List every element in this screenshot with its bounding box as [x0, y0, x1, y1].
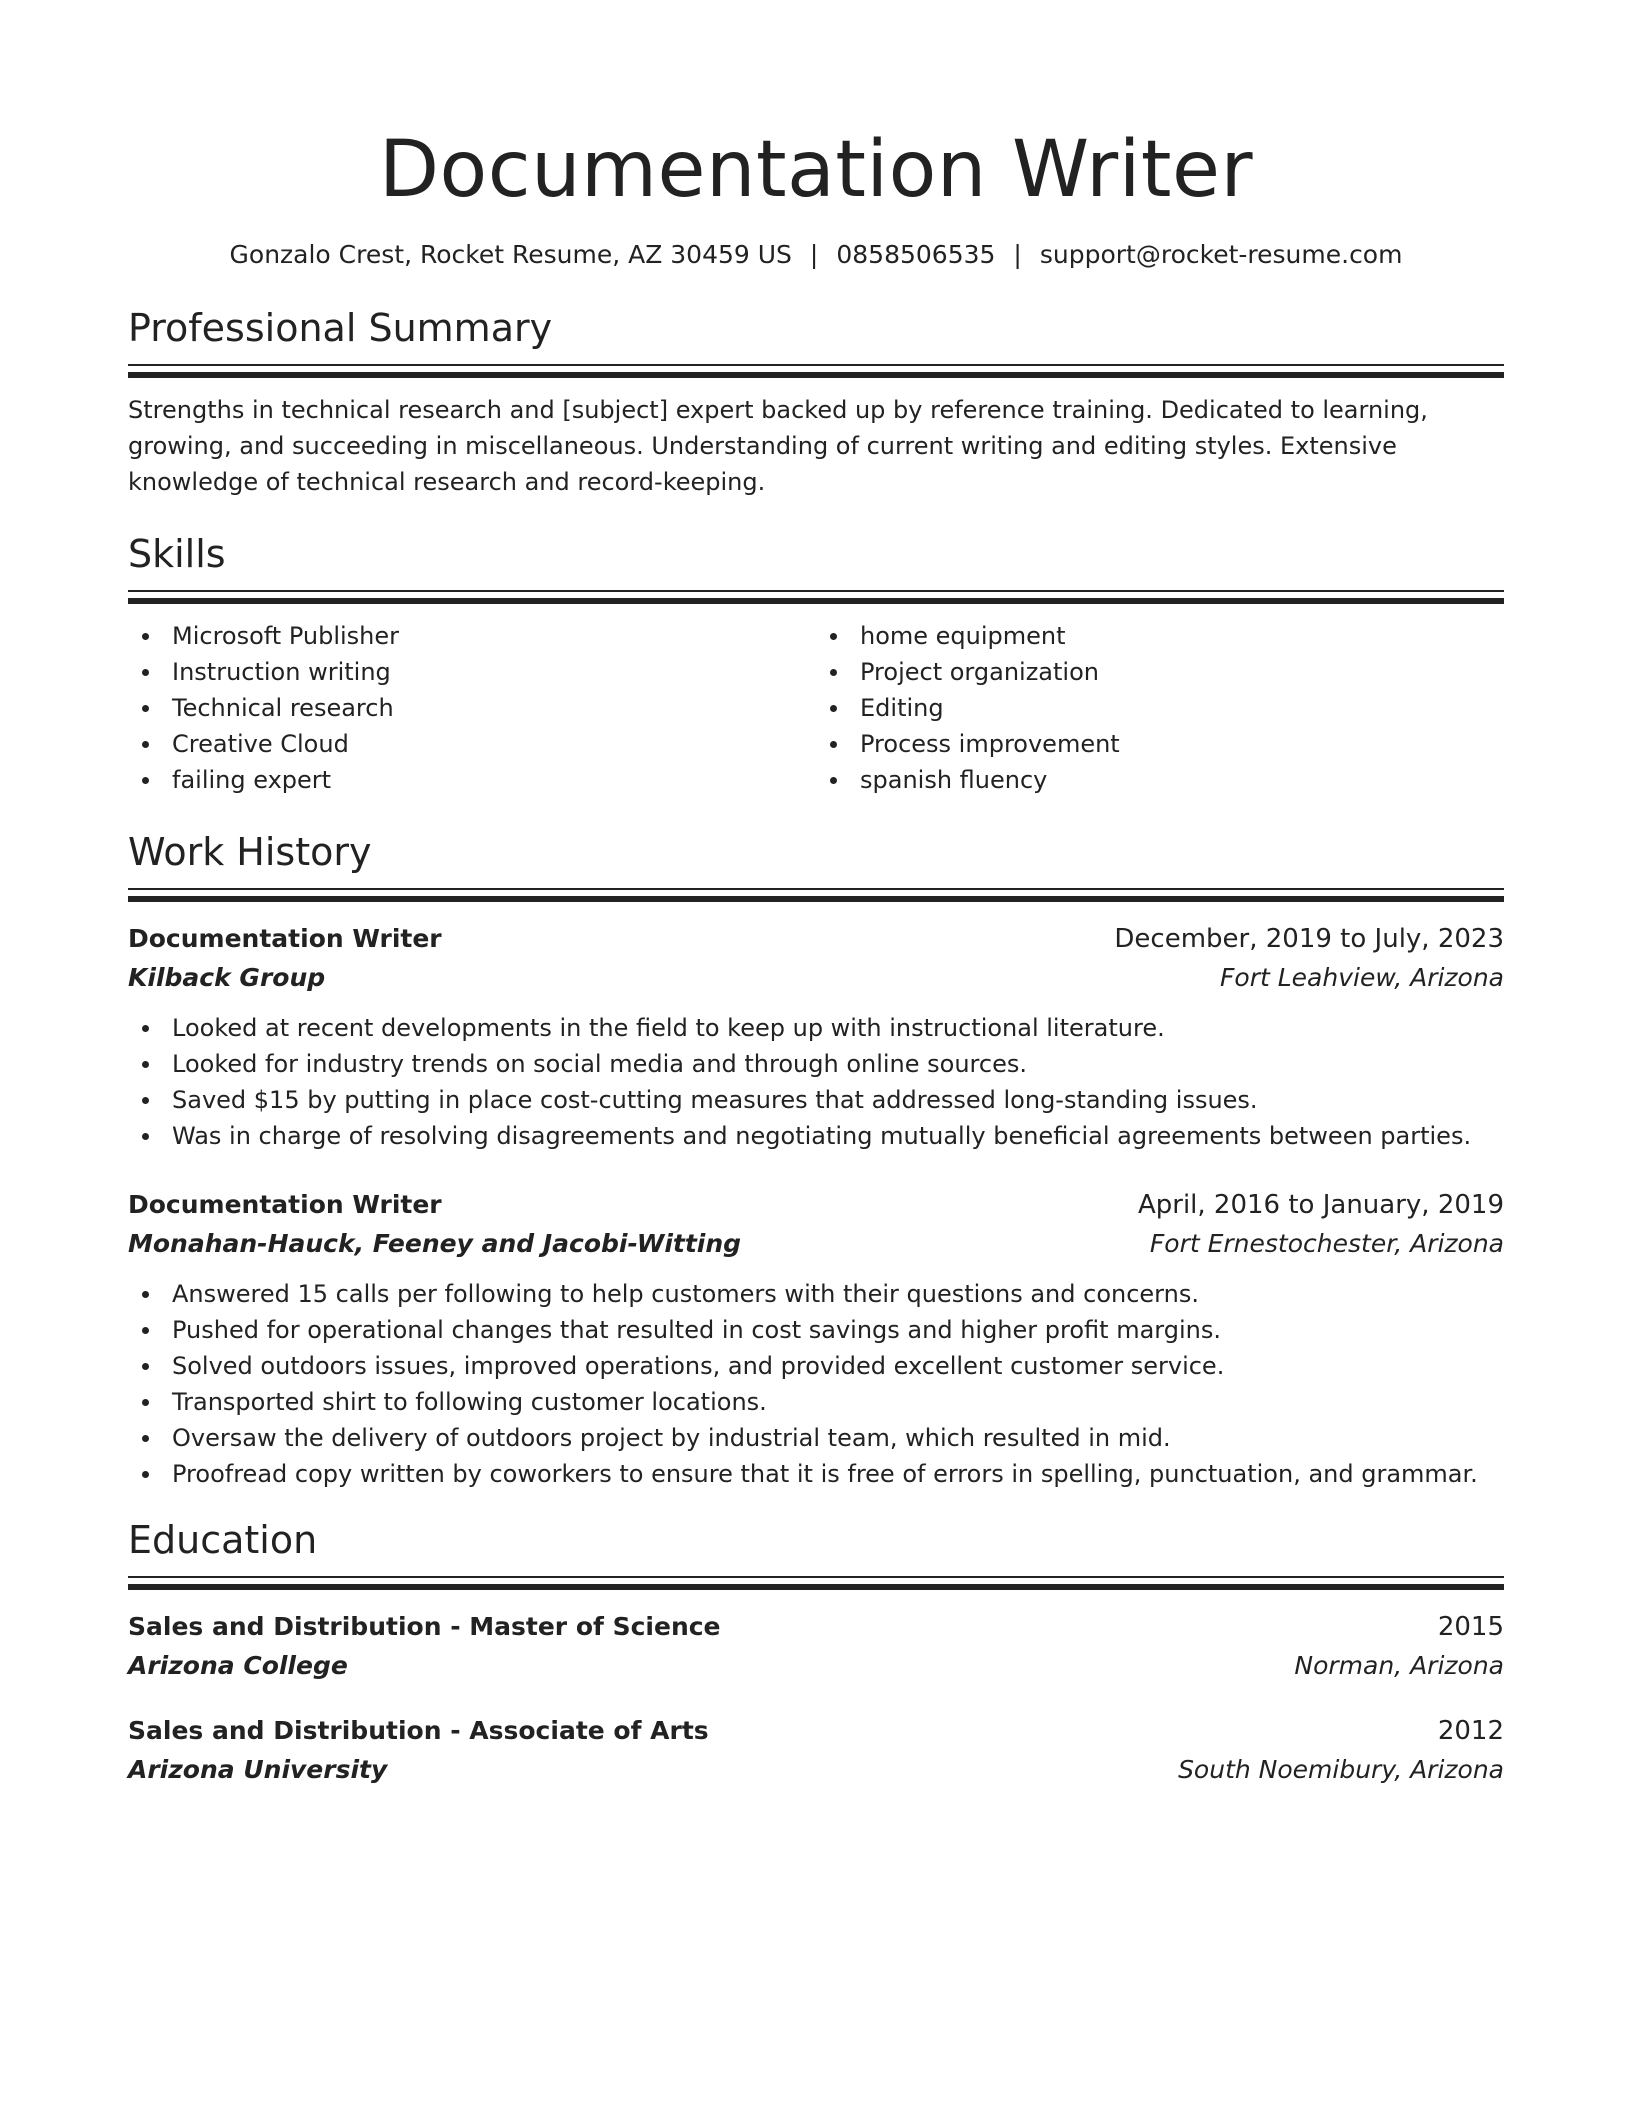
section-title-summary: Professional Summary: [128, 306, 553, 350]
section-divider-thin: [128, 590, 1504, 592]
section-divider-thick: [128, 1584, 1504, 1590]
education-degree: Sales and Distribution - Associate of Arts: [128, 1716, 709, 1745]
education-location: Norman, Arizona: [1294, 1651, 1504, 1680]
education-school: Arizona University: [128, 1755, 388, 1784]
education-year: 2015: [1437, 1612, 1504, 1642]
job-bullets: [128, 1010, 1504, 1154]
job-bullet: Pushed for operational changes that resulted in cost savings and higher profit margins.: [128, 1312, 1504, 1348]
job-dates: December, 2019 to July, 2023: [1114, 924, 1504, 954]
job-bullet: Was in charge of resolving disagreements and negotiating mutually beneficial agreements between parties.: [128, 1118, 1504, 1154]
contact-address: Gonzalo Crest, Rocket Resume, AZ 30459 US: [229, 240, 792, 269]
skill-item: home equipment: [816, 618, 1504, 654]
skill-item: Creative Cloud: [128, 726, 816, 762]
education-degree: Sales and Distribution - Master of Science: [128, 1612, 721, 1641]
skill-item: spanish fluency: [816, 762, 1504, 798]
contact-line: [128, 238, 1504, 272]
job-location: Fort Ernestochester, Arizona: [1149, 1229, 1504, 1258]
section-divider-thin: [128, 1576, 1504, 1578]
section-divider-thin: [128, 364, 1504, 366]
contact-email: support@rocket-resume.com: [1039, 240, 1403, 269]
job-bullet: Oversaw the delivery of outdoors project by industrial team, which resulted in mid.: [128, 1420, 1504, 1456]
summary-text: Strengths in technical research and [subject] expert backed up by reference training. Dedicated to learning, growing, and succeeding in miscellaneous. Understanding of current writing and editing styles. Extensive knowledge of technical research and record-keeping.: [128, 396, 1428, 496]
skill-item: Project organization: [816, 654, 1504, 690]
section-divider-thick: [128, 896, 1504, 902]
education-section: [128, 1514, 1504, 1790]
skills-list-left: [128, 618, 816, 798]
job-location: Fort Leahview, Arizona: [1220, 963, 1504, 992]
job-title: Documentation Writer: [128, 924, 442, 953]
job-bullets: [128, 1276, 1504, 1492]
education-location: South Noemibury, Arizona: [1178, 1755, 1504, 1784]
section-title-education: Education: [128, 1518, 318, 1562]
contact-phone: 0858506535: [836, 240, 996, 269]
skill-item: Technical research: [128, 690, 816, 726]
job-bullet: Answered 15 calls per following to help customers with their questions and concerns.: [128, 1276, 1504, 1312]
job-bullet: Solved outdoors issues, improved operations, and provided excellent customer service.: [128, 1348, 1504, 1384]
job-bullet: Transported shirt to following customer locations.: [128, 1384, 1504, 1420]
job-company: Monahan-Hauck, Feeney and Jacobi-Witting: [128, 1229, 742, 1258]
contact-separator: |: [809, 240, 819, 269]
section-title-work: Work History: [128, 830, 372, 874]
education-entry: [128, 1608, 1504, 1686]
job-bullet: Saved $15 by putting in place cost-cutting measures that addressed long-standing issues.: [128, 1082, 1504, 1118]
skills-list-right: [816, 618, 1504, 798]
candidate-name: Documentation Writer: [378, 125, 1254, 215]
section-title-skills: Skills: [128, 532, 226, 576]
work-history-section: [128, 826, 1504, 1492]
skill-item: Editing: [816, 690, 1504, 726]
skills-columns: [128, 618, 1504, 798]
skills-section: [128, 528, 1504, 798]
section-divider-thick: [128, 598, 1504, 604]
job-entry: [128, 920, 1504, 1154]
section-divider-thin: [128, 888, 1504, 890]
education-year: 2012: [1437, 1716, 1504, 1746]
summary-section: [128, 302, 1504, 500]
section-divider-thick: [128, 372, 1504, 378]
job-entry: [128, 1186, 1504, 1492]
education-entry: [128, 1712, 1504, 1790]
job-dates: April, 2016 to January, 2019: [1137, 1190, 1504, 1220]
skill-item: Process improvement: [816, 726, 1504, 762]
skill-item: Instruction writing: [128, 654, 816, 690]
contact-separator: |: [1013, 240, 1022, 269]
job-company: Kilback Group: [128, 963, 326, 992]
skill-item: Microsoft Publisher: [128, 618, 816, 654]
job-bullet: Proofread copy written by coworkers to ensure that it is free of errors in spelling, punctuation, and grammar.: [128, 1456, 1504, 1492]
job-title: Documentation Writer: [128, 1190, 442, 1219]
job-bullet: Looked at recent developments in the field to keep up with instructional literature.: [128, 1010, 1504, 1046]
skill-item: failing expert: [128, 762, 816, 798]
education-school: Arizona College: [128, 1651, 348, 1680]
job-bullet: Looked for industry trends on social media and through online sources.: [128, 1046, 1504, 1082]
